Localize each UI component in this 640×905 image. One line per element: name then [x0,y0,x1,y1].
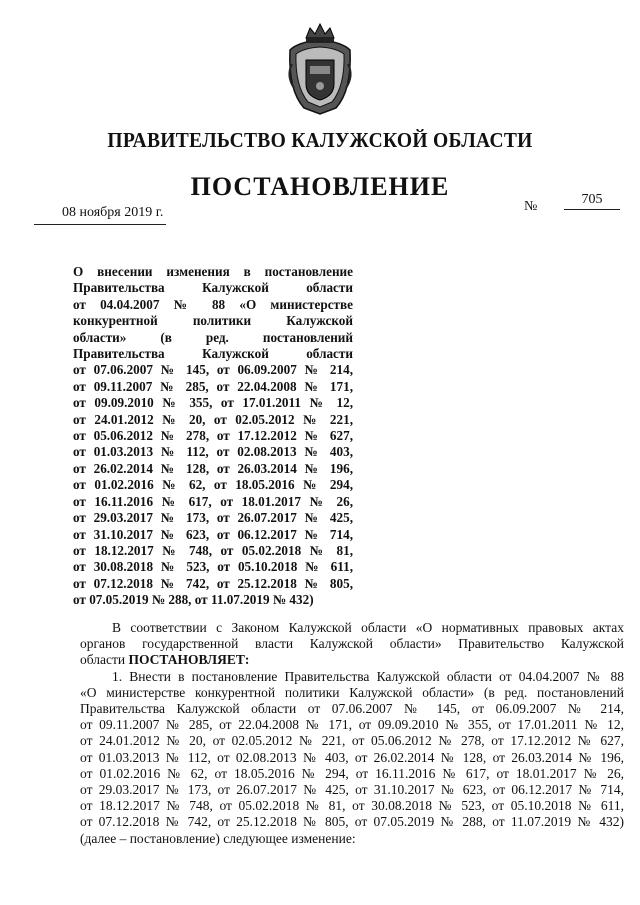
clause-line: (далее – постановление) следующее изменение: [80,830,356,846]
subject-line: от 01.02.2016 № 62, от 18.05.2016 № 294, [73,477,353,493]
organization-title: ПРАВИТЕЛЬСТВО КАЛУЖСКОЙ ОБЛАСТИ [107,128,533,152]
clause-line: от 18.12.2017 № 748, от 05.02.2018 № 81, от 30.08.2018 № 523, от 05.10.2018 № 611, [80,798,624,814]
clause-line: 1. Внести в постановление Правительства Калужской области от 04.04.2007 № 88 [112,668,624,684]
clause-line: от 29.03.2017 № 173, от 26.07.2017 № 425, от 31.10.2017 № 623, от 06.12.2017 № 714, [80,782,624,798]
subject-line: Правительства Калужской области [73,346,353,362]
subject-line: от 04.04.2007 № 88 «О министерстве [73,296,353,312]
document-type: ПОСТАНОВЛЕНИЕ [190,172,450,201]
document-subject [73,264,353,609]
subject-line: от 09.11.2007 № 285, от 22.04.2008 № 171, [73,378,353,394]
subject-line: от 26.02.2014 № 128, от 26.03.2014 № 196, [73,460,353,476]
date-underline [34,224,166,225]
clause-line: от 01.03.2013 № 112, от 02.08.2013 № 403, от 26.02.2014 № 128, от 26.03.2014 № 196, [80,749,624,765]
clause-line: от 01.02.2016 № 62, от 18.05.2016 № 294, от 16.11.2016 № 617, от 18.01.2017 № 26, [80,765,624,781]
subject-line: О внесении изменения в постановление [73,264,353,279]
subject-line: от 29.03.2017 № 173, от 26.07.2017 № 425, [73,510,353,526]
subject-line: от 07.05.2019 № 288, от 11.07.2019 № 432) [73,592,314,608]
clause-line: от 09.11.2007 № 285, от 22.04.2008 № 171, от 09.09.2010 № 355, от 17.01.2011 № 12, [80,717,624,733]
subject-line: конкурентной политики Калужской [73,313,353,329]
subject-line: от 05.06.2012 № 278, от 17.12.2012 № 627, [73,428,353,444]
preamble-line: органов государственной власти Калужской области» Правительство Калужской [80,636,624,652]
subject-line: области» (в ред. постановлений [73,329,353,345]
preamble-text: области [80,652,126,668]
resolves-keyword: ПОСТАНОВЛЯЕТ: [128,652,250,668]
clause-line: «О министерстве конкурентной политики Калужской области» (в ред. постановлений [80,684,624,700]
subject-line: от 18.12.2017 № 748, от 05.02.2018 № 81, [73,542,353,558]
clause-line: Правительства Калужской области от 07.06.2007 № 145, от 06.09.2007 № 214, [80,701,624,717]
subject-line: Правительства Калужской области [73,280,353,296]
document-date: 08 ноября 2019 г. [62,205,164,220]
clause-line: от 07.12.2018 № 742, от 25.12.2018 № 805, от 07.05.2019 № 288, от 11.07.2019 № 432) [80,814,624,830]
subject-line: от 01.03.2013 № 112, от 02.08.2013 № 403, [73,444,353,460]
number-label: № [524,199,538,214]
subject-line: от 24.01.2012 № 20, от 02.05.2012 № 221, [73,411,353,427]
document-body [80,620,624,847]
subject-line: от 16.11.2016 № 617, от 18.01.2017 № 26, [73,493,353,509]
subject-line: от 07.12.2018 № 742, от 25.12.2018 № 805, [73,575,353,591]
subject-line: от 09.09.2010 № 355, от 17.01.2011 № 12, [73,395,353,411]
clause-line: от 24.01.2012 № 20, от 02.05.2012 № 221, от 05.06.2012 № 278, от 17.12.2012 № 627, [80,733,624,749]
subject-line: от 07.06.2007 № 145, от 06.09.2007 № 214, [73,362,353,378]
subject-line: от 30.08.2018 № 523, от 05.10.2018 № 611, [73,559,353,575]
preamble-line [80,652,624,668]
coat-of-arms-icon [284,20,356,116]
subject-line: от 31.10.2017 № 623, от 06.12.2017 № 714, [73,526,353,542]
document-number: 705 [564,192,620,210]
preamble-line: В соответствии с Законом Калужской области «О нормативных правовых актах [112,620,624,635]
